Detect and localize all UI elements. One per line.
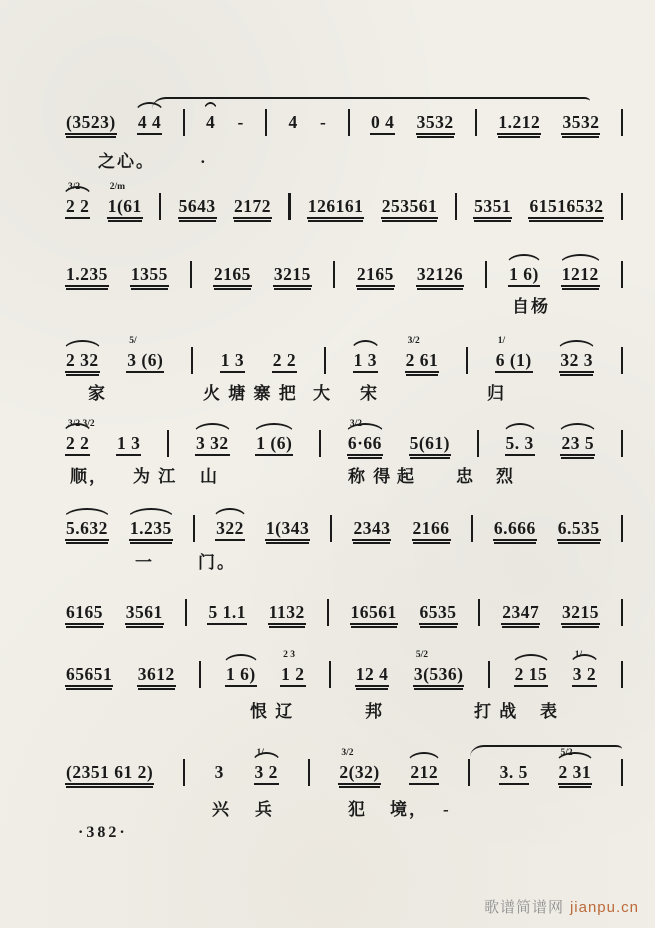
note-group: 2165 — [213, 264, 252, 287]
barline — [191, 347, 193, 374]
music-system — [65, 336, 623, 374]
note-group: 5(61) — [409, 433, 451, 456]
grace-note: 1/ — [256, 748, 264, 758]
grace-note: 3/2 — [407, 336, 420, 346]
note-group: 1 2 2 3 — [280, 664, 305, 687]
note-group: 2 32 — [65, 350, 100, 373]
lyric-syllable: 称 得 — [348, 467, 393, 486]
lyric-syllable: 境， — [390, 800, 428, 819]
grace-note: 3/2 — [68, 182, 81, 192]
note-group: 3(536) 5/2 — [413, 664, 465, 687]
page-number: ·382· — [78, 824, 128, 841]
note-group: 5643 — [178, 196, 217, 219]
grace-note: 5/2 — [415, 650, 428, 660]
grace-note: 3/2 3/2 — [68, 419, 95, 429]
barline — [621, 347, 623, 374]
note-group: - — [319, 112, 327, 132]
barline — [183, 759, 185, 786]
lyric-syllable: 之心。 — [98, 152, 155, 171]
barline — [621, 430, 623, 457]
barline — [265, 109, 267, 136]
note-group: 253561 — [381, 196, 439, 219]
barline — [485, 261, 487, 288]
lyric-syllable: 自杨 — [512, 297, 550, 316]
barline — [190, 261, 192, 288]
barline — [621, 515, 623, 542]
note-group: 6165 — [65, 602, 104, 625]
note-group: 1(61 2/m — [107, 196, 143, 219]
note-group: - — [237, 112, 244, 132]
lyric-syllable: 邦 — [365, 702, 384, 721]
note-group: 2166 — [412, 518, 451, 541]
barline — [468, 759, 470, 786]
barline — [621, 599, 623, 626]
note-group: 1 3 — [116, 433, 141, 456]
grace-note: 2/m — [109, 182, 126, 192]
barline — [455, 193, 457, 220]
note-group: 126161 — [307, 196, 365, 219]
note-group: 6·66 3/2 — [347, 433, 383, 456]
music-system — [65, 419, 623, 457]
barline — [477, 430, 479, 457]
lyric-syllable: · — [200, 152, 208, 171]
note-group: 23 5 — [560, 433, 595, 456]
music-system — [65, 650, 623, 688]
barline — [333, 261, 335, 288]
barline — [193, 515, 195, 542]
note-group: 6 (1) 1/ — [495, 350, 533, 373]
grace-note: 2 3 — [283, 650, 296, 660]
barline — [621, 109, 623, 136]
note-group: 3 — [214, 762, 224, 782]
note-group: 4 4 — [137, 112, 162, 135]
note-group: 6.666 — [493, 518, 537, 541]
note-group: 1 3 — [353, 350, 378, 373]
barline — [159, 193, 161, 220]
note-group: 3532 — [416, 112, 455, 135]
barline — [621, 193, 623, 220]
watermark-site-url: jianpu.cn — [569, 899, 639, 916]
slur-line — [470, 745, 622, 759]
note-group: 1 (6) — [255, 433, 293, 456]
lyric-syllable: 一 — [135, 553, 154, 572]
note-group: 2 61 3/2 — [405, 350, 440, 373]
note-group: (2351 61 2) — [65, 762, 154, 785]
lyric-syllable: 起 — [397, 467, 416, 486]
grace-note: 3/2 — [349, 419, 362, 429]
slur-line — [152, 97, 590, 111]
note-group: 3612 — [137, 664, 176, 687]
note-group: 1(343 — [265, 518, 310, 541]
lyric-syllable: 兵 — [255, 800, 274, 819]
note-group: (3523) — [65, 112, 117, 135]
note-group: 1.235 — [65, 264, 109, 287]
lyric-syllable: 恨 辽 — [250, 702, 295, 721]
note-group: 2172 — [233, 196, 272, 219]
music-system — [65, 264, 623, 288]
note-group: 3 32 — [195, 433, 230, 456]
note-group: 3 2 1/ — [572, 664, 597, 687]
barline — [348, 109, 350, 136]
grace-note: 1/ — [497, 336, 506, 346]
lyric-syllable: 表 — [540, 702, 559, 721]
note-group: 2(32) 3/2 — [338, 762, 380, 785]
note-group: 16561 — [350, 602, 398, 625]
note-group: 2 2 3/2 3/2 — [65, 433, 90, 456]
note-group: 6535 — [419, 602, 458, 625]
lyric-syllable: 为 江 — [133, 467, 178, 486]
barline — [308, 759, 310, 786]
lyric-syllable: 宋 — [360, 384, 379, 403]
lyric-syllable: 火 塘 寨 把 — [203, 384, 298, 403]
note-group: 1 6) — [508, 264, 540, 287]
barline — [324, 347, 326, 374]
watermark — [484, 896, 639, 917]
lyric-syllable: 烈 — [496, 467, 515, 486]
barline — [478, 599, 480, 626]
music-system — [65, 518, 623, 542]
note-group: 5.632 — [65, 518, 109, 541]
note-group: 212 — [409, 762, 439, 785]
note-group: 3215 — [561, 602, 600, 625]
note-group: 3 (6) 5/ — [126, 350, 164, 373]
note-group: 2 2 3/2 — [65, 196, 90, 219]
lyric-syllable: 山 — [200, 467, 219, 486]
lyric-syllable: 顺， — [70, 467, 108, 486]
barline — [621, 261, 623, 288]
barline — [288, 193, 290, 220]
note-group: 5351 — [473, 196, 512, 219]
music-system — [65, 602, 623, 626]
note-group: 32126 — [416, 264, 464, 287]
note-group: 2 31 5/2 — [558, 762, 593, 785]
barline — [471, 515, 473, 542]
note-group: 61516532 — [528, 196, 604, 219]
note-group: 1212 — [561, 264, 600, 287]
note-group: 32 3 — [559, 350, 594, 373]
note-group: 2165 — [356, 264, 395, 287]
note-group: 1132 — [268, 602, 306, 625]
lyric-syllable: 犯 — [348, 800, 367, 819]
note-group: 65651 — [65, 664, 113, 687]
barline — [167, 430, 169, 457]
note-group: 3. 5 — [499, 762, 529, 785]
note-group: 3215 — [273, 264, 312, 287]
note-group: 2347 — [501, 602, 540, 625]
barline — [330, 515, 332, 542]
barline — [488, 661, 490, 688]
barline — [621, 759, 623, 786]
note-group: 322 — [215, 518, 245, 541]
barline — [183, 109, 185, 136]
lyric-syllable: 家 — [88, 384, 107, 403]
barline — [475, 109, 477, 136]
note-group: 5. 3 — [505, 433, 535, 456]
music-system — [65, 112, 623, 136]
barline — [466, 347, 468, 374]
note-group: 2 15 — [514, 664, 549, 687]
lyric-syllable: 归 — [487, 384, 506, 403]
note-group: 12 4 — [355, 664, 390, 687]
grace-note: 1/ — [574, 650, 583, 660]
note-group: 0 4 — [370, 112, 395, 135]
note-group: 3561 — [125, 602, 164, 625]
grace-note: 5/ — [129, 336, 137, 346]
grace-note: 3/2 — [341, 748, 354, 758]
music-system — [65, 748, 623, 786]
note-group: 3532 — [561, 112, 600, 135]
note-group: 4 — [288, 112, 298, 132]
note-group: 4 — [205, 112, 216, 132]
music-system — [65, 182, 623, 220]
lyric-syllable: 兴 — [212, 800, 231, 819]
grace-note: 5/2 — [560, 748, 573, 758]
note-group: 1 3 — [220, 350, 245, 373]
note-group: 3 2 1/ — [254, 762, 279, 785]
note-group: 6.535 — [557, 518, 601, 541]
lyric-syllable: 门。 — [198, 553, 236, 572]
note-group: 1 6) — [225, 664, 257, 687]
barline — [329, 661, 331, 688]
lyric-syllable: 打 战 — [474, 702, 519, 721]
barline — [621, 661, 623, 688]
note-group: 1355 — [130, 264, 169, 287]
barline — [327, 599, 329, 626]
barline — [199, 661, 201, 688]
barline — [319, 430, 321, 457]
lyric-syllable: 忠 — [456, 467, 475, 486]
lyric-syllable: 大 — [313, 384, 332, 403]
barline — [185, 599, 187, 626]
note-group: 2343 — [352, 518, 391, 541]
note-group: 5 1.1 — [207, 602, 247, 625]
note-group: 1.235 — [129, 518, 173, 541]
watermark-site-name: 歌谱简谱网 — [483, 899, 564, 916]
note-group: 2 2 — [272, 350, 297, 373]
lyric-syllable: - — [443, 800, 451, 819]
note-group: 1.212 — [497, 112, 541, 135]
